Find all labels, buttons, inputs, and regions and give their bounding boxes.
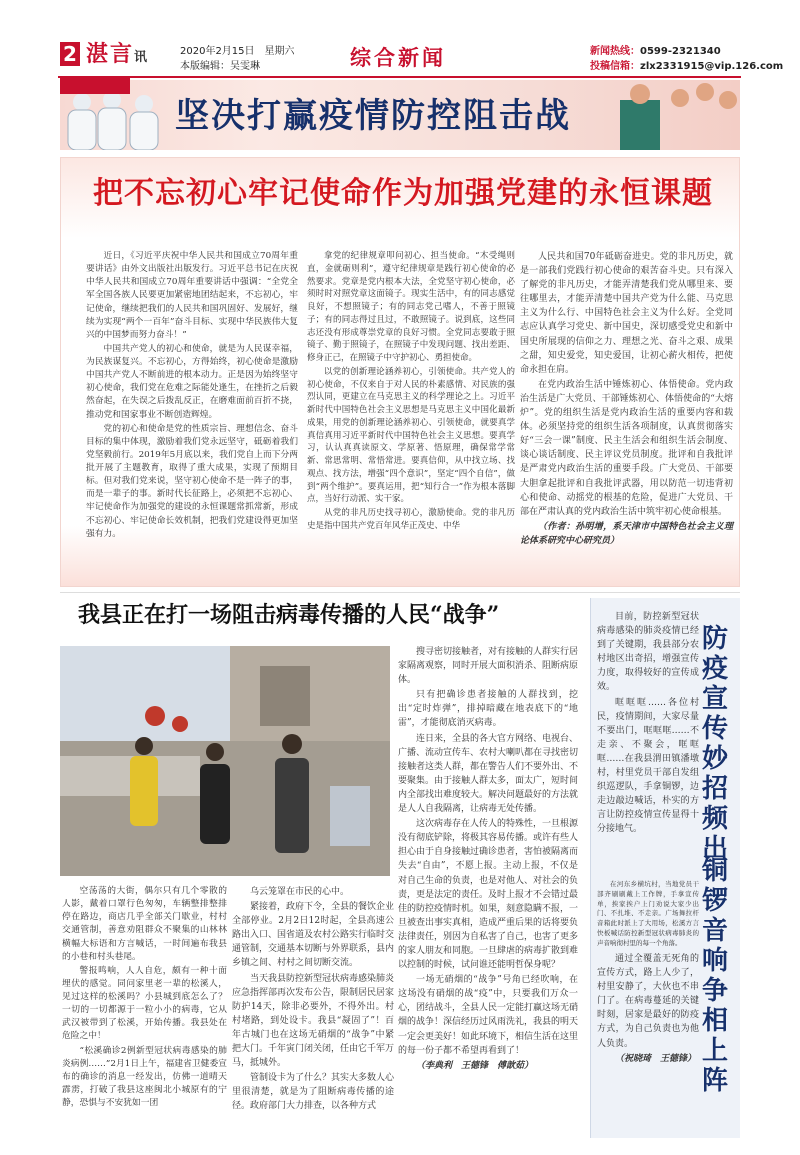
paragraph: 连日来，全县的各大官方网络、电视台、广播、流动宣传车、农村大喇叭都在寻找密切接触者这类人群，都在警告人们不要外出、不要聚集。由于接触人群太多，面太广，短时间内全部找出难度较大。解决问题最好的方法就是人人自我隔离，让病毒无处传播。 [398,733,579,815]
paragraph: 人民共和国70年砥砺奋进史。党的非凡历史，就是一部我们党践行初心使命的艰苦奋斗史。只有深入了解党的非凡历史，才能弄清楚我们党从哪里来、要往哪里去，才能弄清楚中国共产党为什么能、马克思主义为什么行、中国特色社会主义为什么好。全党同志应认真学习党史、新中国史，深切感受党史和新中国史所展现的信仰之力、理想之光、奋斗之艰、成果之甜，知史爱党，知史爱国，让初心薪火相传，把使命永担在肩。 [520,252,733,375]
article2-column-3 [398,645,578,1074]
logo-text: 湛言 [86,41,135,67]
hotline-number: 0599-2321340 [640,46,721,57]
paragraph: 紧接着，政府下令，全县的餐饮企业全部停业。2月2日12时起，全县高速公路出入口、国省道及农村公路实行临时交通管制，交通基本切断与外界联系，县内乡镇之间、村村之间切断交流。 [232,902,395,969]
logo-sub: 讯 [134,50,148,65]
article3-column-1 [597,610,699,838]
article2-column-1 [62,885,227,1111]
article1-column-2 [307,250,515,534]
hotline-label: 新闻热线： [590,46,640,57]
article-headline: 我县正在打一场阻击病毒传播的人民“战争” [78,602,500,628]
article3-column-3 [597,952,699,1067]
article1-column-3 [520,250,733,549]
article-byline: （祝晓琦 王德锋） [615,1053,697,1064]
paragraph: 管制设卡为了什么？其实大多数人心里很清楚，就是为了阻断病毒传播的途径。政府部门大力排查，以各种方式 [232,1073,395,1112]
vertical-headline-2: 铜锣音响争相上阵 [702,856,729,1096]
header-rule [58,76,741,78]
banner-title: 坚决打赢疫情防控阻击战 [175,96,571,136]
raised-fists-illustration [600,80,740,150]
email-address: zlx2331915@vip.126.com [640,61,784,72]
paragraph: 在河东乡横坑村，当地党员干部齐刷刷戴上工作牌，手拿宣传单，挨家挨户上门劝说大家少出门、不扎堆、不走亲。广场舞拉杆音箱此时派上了大用场，松溪方言快板喊话防控新型冠状病毒肺炎的声音响彻村里的每一个角落。 [597,880,699,947]
paragraph: 中国共产党人的初心和使命，就是为人民谋幸福，为民族谋复兴。不忘初心，方得始终，初心使命是激励中国共产党人不断前进的根本动力。正是因为始终坚守初心使命，我们党在危难之际能处逢生，在挫折之后毅然奋起，在失误之后拨乱反正，在磨难面前百折不挠，推动党和国家事业不断创造辉煌。 [86,343,298,420]
banner [60,80,740,150]
paragraph: 一场无硝烟的“战争”号角已经吹响，在这场没有硝烟的战“疫”中，只要我们万众一心，团结战斗，全县人民一定能打赢这场无硝烟的战争！深信经历过风雨洗礼，我县的明天一定会更美好！如此环境下，相信生活在这里的每一份子都不希望再看到了！ [398,975,579,1056]
paragraph: 这次病毒存在人传人的特殊性，一旦根源没有彻底铲除，将极其容易传播。或许有些人担心由于自身接触过确诊患者，害怕被隔离而失去“自由”，不愿上报。主动上报，不仅是对自己生命的负责，也是对他人、对社会的负责，更是法定的责任。及时上报才不会错过最佳的防控疫情时机。如果，刻意隐瞒不报，一旦被查出事实真相，造成严重后果的话将要负法律责任，别因为自私害了自己，也害了更多的家人朋友和同胞。一旦肆虐的病毒扩散到难以控制的时候，试问谁还能明哲保身呢？ [398,819,579,971]
paragraph: 拿党的纪律规章叩问初心、担当使命。“木受绳则直，金就砺则利”，遵守纪律规章是践行初心使命的必然要求。党章是党内根本大法，全党坚守初心使命，必须时时对照党章这面镜子。现实生活中，有的同志感觉良好，不想照镜子；有的同志党己嗜人，不善于照镜子；有的同志得过且过，不敢照镜子。说到底，这些同志还没有形成尊崇党章的良好习惯。全党同志要敢于照镜子、勤于照镜子，在照镜子中发现问题、找出差距、修身正己，在照镜子中守护初心、勇担使命。 [307,251,515,363]
section-name: 综合新闻 [350,45,446,70]
vertical-headline-1: 防疫宣传妙招频出 [702,624,729,864]
paragraph: 以党的创新理论涵养初心，引领使命。共产党人的初心使命，不仅来自于对人民的朴素感情、对民族的强烈认同，更建立在马克思主义的科学理论之上。习近平新时代中国特色社会主义思想是马克思主义中国化最新成果，用党的创新理论涵养初心、引领使命，就要真学真信真用习近平新时代中国特色社会主义思想。要真学习，认认真真读原文、学原著、悟原理，确保常学常新、常思常明、常悟常进。要真信仰，从中找立场、找观点、找方法，增强“四个意识”，坚定“四个自信”，做到“两个维护”。要真运用，把“知行合一”作为根本落脚点，当好行动派、实干家。 [307,366,515,505]
paragraph: 在党内政治生活中锤炼初心、体悟使命。党内政治生活是广大党员、干部锤炼初心、体悟使命的“大熔炉”。党的组织生活是党内政治生活的重要内容和载体。必须坚持党的组织生活各项制度，认真贯彻落实好“三会一课”制度、民主生活会和组织生活会制度、谈心谈话制度、民主评议党员制度。批评和自我批评是严肃党内政治生活的重要手段。广大党员、干部要大胆拿起批评和自我批评武器，用以防范一切违背初心和使命、动摇党的根基的危险，促进广大党员、干部在严肃认真的党内政治生活中筑牢初心使命根基。 [520,379,733,517]
paragraph: 空荡荡的大街，偶尔只有几个零散的人影，戴着口罩行色匆匆，车辆整排整排停在路边，商店几乎全部关门歇业，村村交通管制，善意劝阻群众不聚集的山林林横幅大标语和方言喊话，一时间遍布我县的小巷和村头巷尾。 [62,886,227,962]
paragraph: 从党的非凡历史找寻初心，激励使命。党的非凡历史是指中国共产党百年风华正茂史、中华 [307,508,515,531]
paragraph: 目前，防控新型冠状病毒感染的肺炎疫情已经到了关键期，我县部分农村地区出奇招，增强宣传力度，取得较好的宣传成效。 [597,612,699,693]
issue-date: 2020年2月15日 星期六 [180,46,295,57]
date-info [180,44,295,74]
paragraph: 近日，《习近平庆祝中华人民共和国成立70周年重要讲话》由外文出版社出版发行。习近平总书记在庆祝中华人民共和国成立70周年重要讲话中强调：“全党全军全国各族人民要更加紧密地团结起来，不忘初心，牢记使命，继续把我们的人民共和国巩固好、发展好，继续为实现“两个一百年”奋斗目标、实现中华民族伟大复兴的中国梦而努力奋斗！” [86,251,298,340]
paragraph: 通过全覆盖无死角的宣传方式，路上人少了，村里安静了，大伙也不串门了。在病毒蔓延的关键时刻，居家是最好的防疫方式，为自己负责也为他人负责。 [597,954,699,1049]
paragraph: 党的初心和使命是党的性质宗旨、理想信念、奋斗目标的集中体现，激励着我们党永远坚守，砥砺着我们党坚毅前行。2019年5月底以来，我们党自上而下分两批开展了主题教育，取得了重大成果，实现了预期目标。但对我们党来说，坚守初心使命不是一阵子的事，而是一辈子的事。新时代长征路上，必须把不忘初心、牢记使命作为加强党的建设的永恒课题常抓常新，形成不忘初心、牢记使命长效机制，把我们党建设得更加坚强有力。 [86,423,298,539]
article2-column-2 [232,885,394,1115]
paragraph: 警报鸣响，人人自危，颇有一种十面埋伏的感觉。同问家里老一辈的松溪人，见过这样的松溪吗？小县城到底怎么了？一切的一切都源于一粒小小的病毒，它从武汉被带到了松溪，开始传播。我县处在危险之中！ [62,965,227,1042]
page-editor: 本版编辑：吴雯琳 [180,61,260,72]
article3-column-2 [597,880,699,949]
article-byline: （作者：孙明增，系天津市中国特色社会主义理论体系研究中心研究员） [520,521,733,546]
checkpoint-photo [60,646,390,876]
paragraph: 搜寻密切接触者，对有接触的人群实行居家隔离观察，同时开展大面积消杀、阻断病原体。 [398,647,579,686]
medical-workers-illustration [60,88,180,150]
paragraph: 当天我县防控新型冠状病毒感染肺炎应急指挥部再次发布公告，限制居民居家防护14天，除非必要外，不得外出。村村堵路，到处设卡。我县“凝固了”！百年古城门也在这场无硝烟的“战争”中紧把大门。千年寅门闭关闭，任由它千军万马，抵城外。 [232,973,395,1069]
paragraph: 乌云笼罩在市民的心中。 [250,887,350,897]
contact-info [590,44,783,74]
article1-column-1 [86,250,298,542]
paragraph: 哐哐哐……各位村民，疫情期间，大家尽量不要出门，哐哐哐……不走亲、不聚会，哐哐哐……在我县渭田镇潘墩村，村里党员干部自发组织巡逻队，手拿铜锣，边走边敲边喊话，朴实的方言让防控疫情宣传显得十分接地气。 [597,697,699,835]
email-label: 投稿信箱： [590,61,640,72]
page-header [0,0,800,76]
paragraph: 只有把确诊患者接触的人群找到，挖出“定时炸弹”，排掉暗藏在地表底下的“地雷”，才能彻底消灭病毒。 [398,690,578,729]
newspaper-logo [86,40,147,72]
article-byline: （李典利 王德锋 傅歆茹） [416,1060,534,1071]
article-headline: 把不忘初心牢记使命作为加强党建的永恒课题 [93,176,713,211]
page-number: 2 [60,42,80,66]
paragraph: “松溪确诊2例新型冠状病毒感染的肺炎病例……”2月1日上午，福建省卫健委宣布的确诊的消息一经发出，仿佛一道晴天霹雳，打破了我县这座闽北小城原有的宁静，恐惧与不安犹如一团 [62,1045,227,1108]
section-divider [60,592,740,593]
flag-ribbon [60,78,130,94]
